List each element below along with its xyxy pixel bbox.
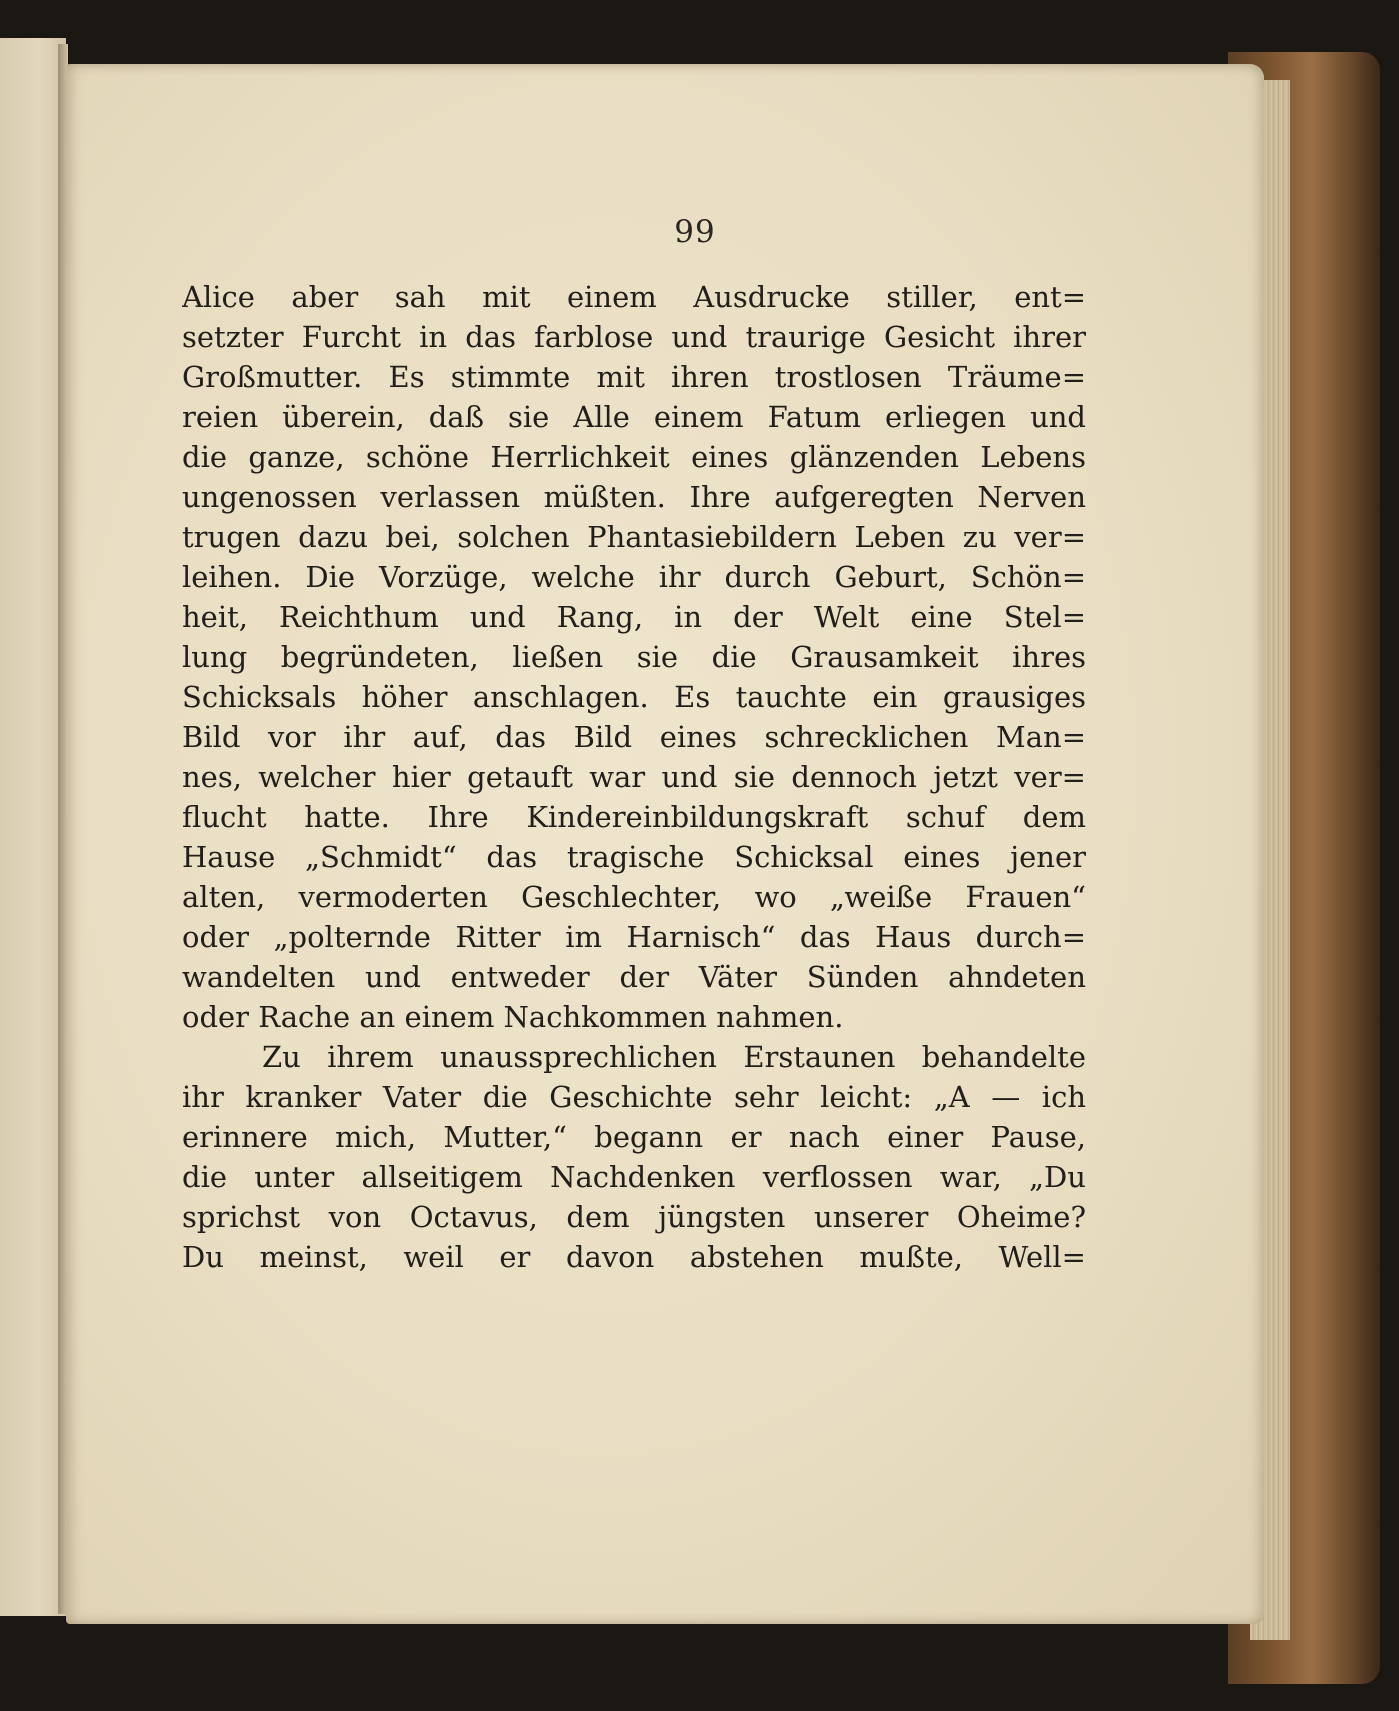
text-line: Großmutter. Es stimmte mit ihren trostlosen Träume= (182, 360, 1086, 394)
text-line: Zu ihrem unaussprechlichen Erstaunen behandelte (262, 1040, 1086, 1074)
body-text (182, 277, 1086, 1277)
text-line: leihen. Die Vorzüge, welche ihr durch Geburt, Schön= (182, 560, 1086, 594)
text-line: Du meinst, weil er davon abstehen mußte, Well= (182, 1240, 1086, 1274)
text-line: heit, Reichthum und Rang, in der Welt eine Stel= (182, 600, 1086, 634)
text-line: oder Rache an einem Nachkommen nahmen. (182, 1000, 844, 1034)
text-line: lung begründeten, ließen sie die Grausamkeit ihres (182, 640, 1086, 674)
text-line: oder „polternde Ritter im Harnisch“ das Haus durch= (182, 920, 1086, 954)
text-line: Hause „Schmidt“ das tragische Schicksal eines jener (182, 840, 1086, 874)
text-line: ihr kranker Vater die Geschichte sehr leicht: „A — ich (182, 1080, 1086, 1114)
text-line: Bild vor ihr auf, das Bild eines schrecklichen Man= (182, 720, 1086, 754)
text-line: nes, welcher hier getauft war und sie dennoch jetzt ver= (182, 760, 1086, 794)
text-line: setzter Furcht in das farblose und traurige Gesicht ihrer (182, 320, 1086, 354)
text-line: die unter allseitigem Nachdenken verflossen war, „Du (182, 1160, 1086, 1194)
page-number: 99 (674, 214, 716, 250)
text-line: ungenossen verlassen müßten. Ihre aufgeregten Nerven (182, 480, 1086, 514)
text-line: sprichst von Octavus, dem jüngsten unserer Oheime? (182, 1200, 1086, 1234)
text-line: trugen dazu bei, solchen Phantasiebildern Leben zu ver= (182, 520, 1086, 554)
text-line: Schicksals höher anschlagen. Es tauchte ein grausiges (182, 680, 1086, 714)
text-line: erinnere mich, Mutter,“ begann er nach einer Pause, (182, 1120, 1086, 1154)
book-page (66, 64, 1264, 1624)
left-page-edge (0, 38, 66, 1616)
text-line: wandelten und entweder der Väter Sünden ahndeten (182, 960, 1086, 994)
text-line: reien überein, daß sie Alle einem Fatum erliegen und (182, 400, 1086, 434)
text-line: flucht hatte. Ihre Kindereinbildungskraft schuf dem (182, 800, 1086, 834)
text-line: alten, vermoderten Geschlechter, wo „weiße Frauen“ (182, 880, 1086, 914)
text-line: die ganze, schöne Herrlichkeit eines glänzenden Lebens (182, 440, 1086, 474)
text-line: Alice aber sah mit einem Ausdrucke stiller, ent= (182, 280, 1086, 314)
